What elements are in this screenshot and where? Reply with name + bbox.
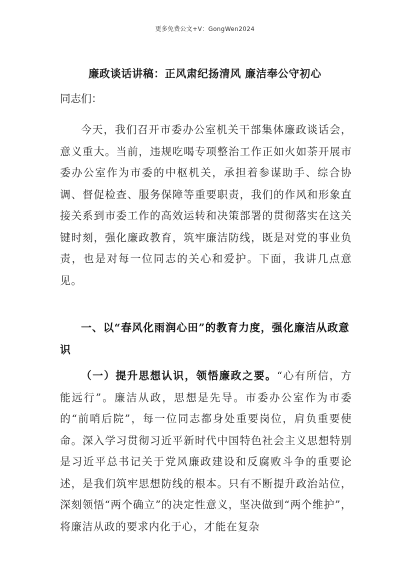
header-note: 更多免费公文+V：GongWen2024 (155, 26, 255, 33)
section-heading-1: 一、以“春风化雨润心田”的教育力度，强化廉洁从政意识 (60, 322, 350, 356)
subsection-heading-1: （一）提升思想认识，领悟廉政之要。 (81, 370, 277, 382)
document-title: 廉政谈话讲稿：正风肃纪扬清风 廉洁奉公守初心 (88, 68, 322, 80)
subsection-body-1: “心有所信，方能远行”。廉洁从政，思想是先导。市委办公室作为市委的“前哨后院”，每一位同志都身处重要岗位，肩负重要使命。深入学习贯彻习近平新时代中国特色社会主义思想特别是习近平总书记关于党风廉政建设和反腐败斗争的重要论述，是我们筑牢思想防线的根本。只有不断提升政治站位，深刻领悟“两个确立”的决定性意义，坚决做到“两个维护”，将廉洁从政的要求内化于心，才能在复杂 (60, 370, 352, 533)
subsection-paragraph-1 (60, 366, 352, 538)
salutation: 同志们： (60, 93, 102, 105)
intro-paragraph: 今天，我们召开市委办公室机关干部集体廉政谈话会，意义重大。当前，违规吃喝专项整治工作正如火如荼开展市委办公室作为市委的中枢机关，承担着参谋助手、综合协调、督促检查、服务保障等重要职责，我们的作风和形象直接关系到市委工作的高效运转和决策部署的贯彻落实在这关键时刻，强化廉政教育，筑牢廉洁防线，既是对党的事业负责，也是对每一位同志的关心和爱护。下面，我讲几点意见。 (60, 124, 352, 287)
